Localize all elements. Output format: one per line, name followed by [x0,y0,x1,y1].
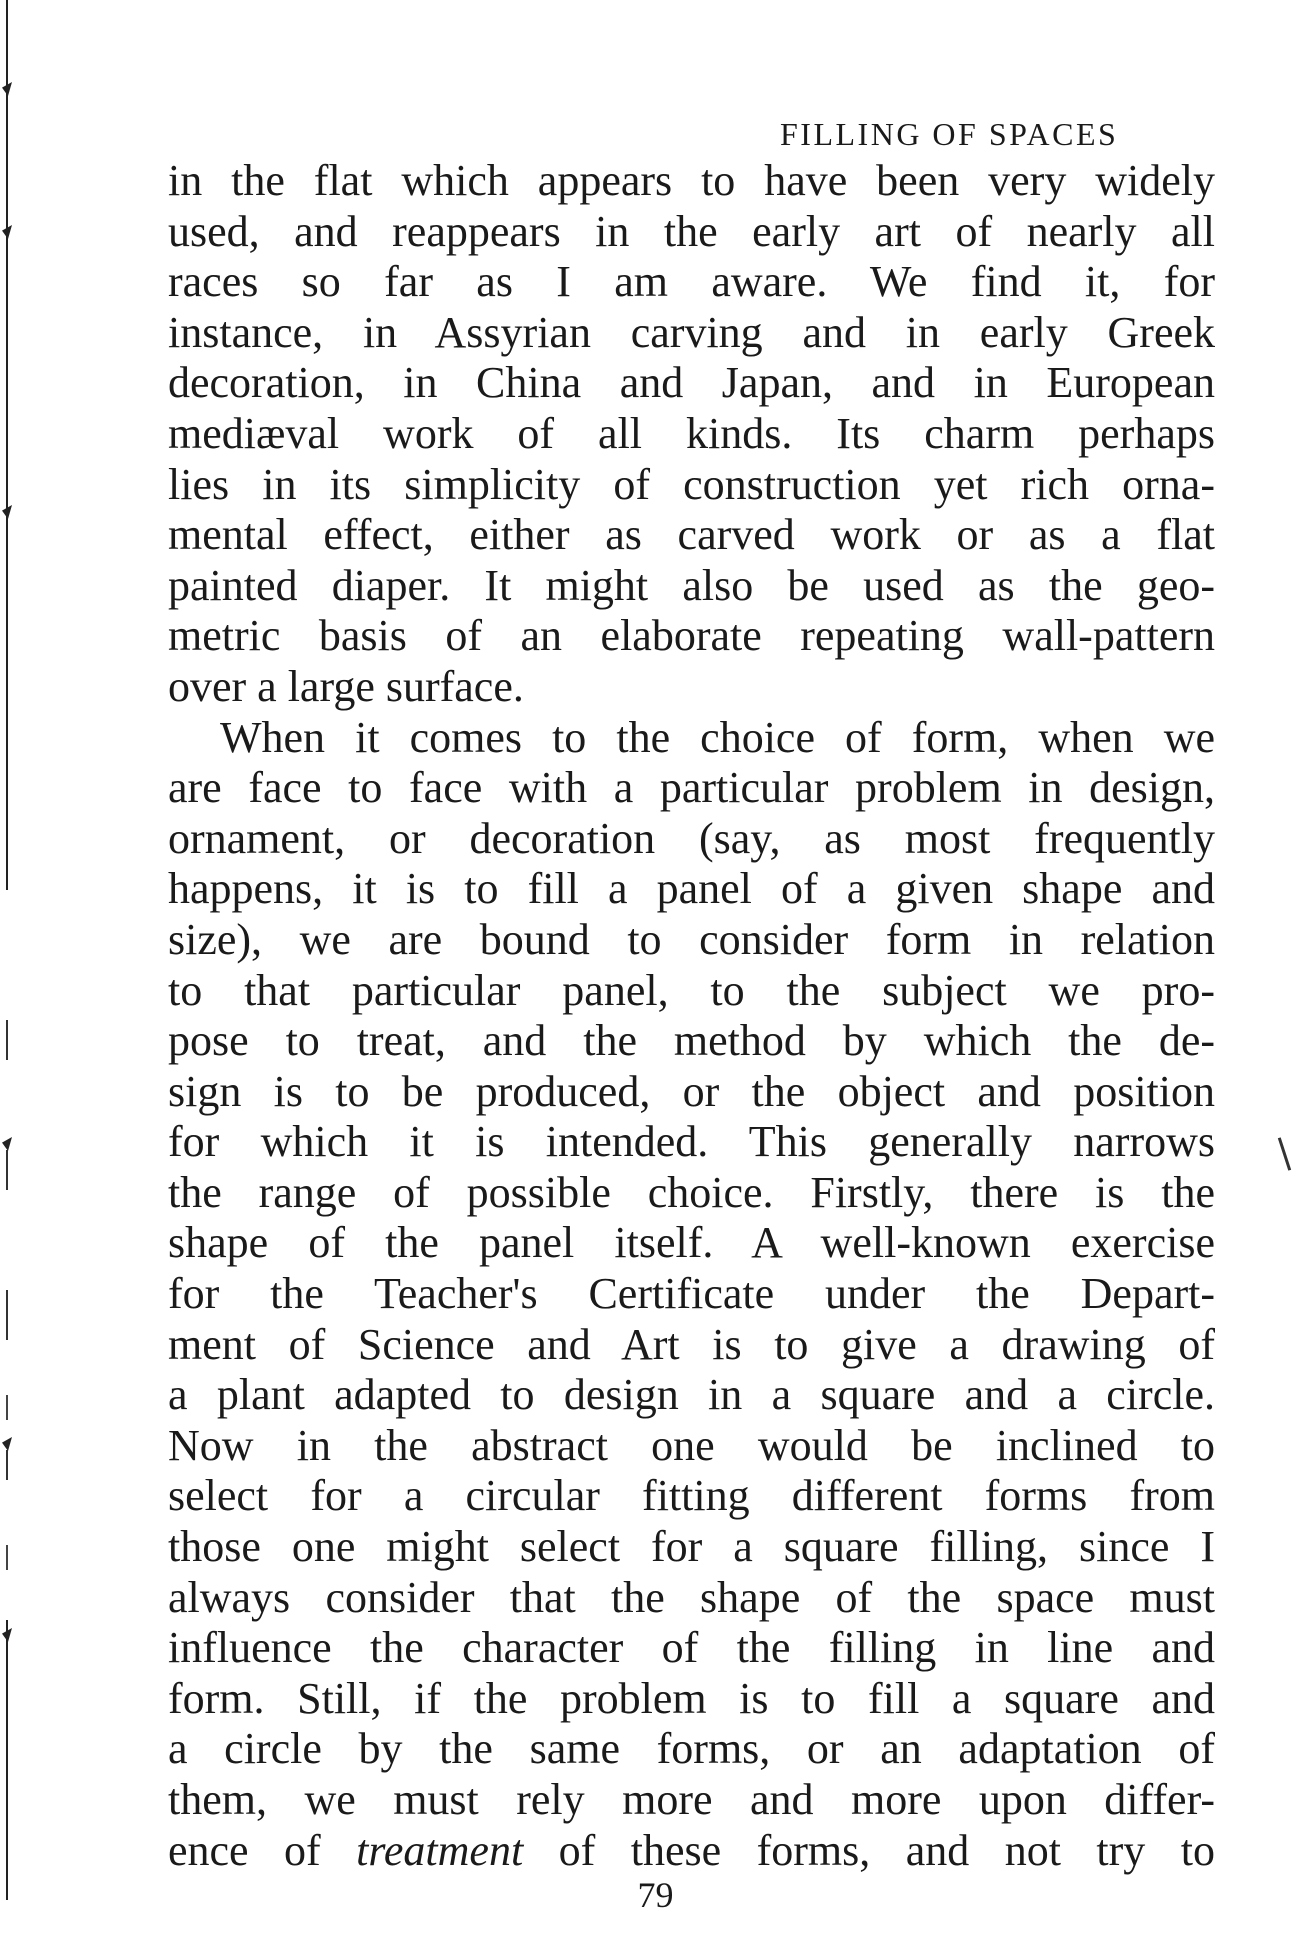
text-line: mediæval work of all kinds. Its charm perhaps [168,408,1215,458]
text-line: decoration, in China and Japan, and in European [168,358,1215,408]
text-line: for the Teacher's Certificate under the Depart- [168,1269,1215,1319]
italic-emphasis: treatment [356,1825,524,1875]
text-line-final [168,1826,1215,1877]
text-line: sign is to be produced, or the object and position [168,1066,1215,1116]
text-line: Now in the abstract one would be inclined to [168,1420,1215,1470]
text-line: When it comes to the choice of form, when we [220,712,1215,762]
text-line: the range of possible choice. Firstly, there is the [168,1167,1215,1217]
text-line: are face to face with a particular problem in design, [168,763,1215,813]
paragraph-1 [168,156,1215,713]
text-line: shape of the panel itself. A well-known exercise [168,1218,1215,1268]
text-line: size), we are bound to consider form in relation [168,914,1215,964]
text-line: painted diaper. It might also be used as the geo- [168,560,1215,610]
text-run: of these forms, and not try to [523,1825,1215,1875]
text-run: ence of [168,1825,357,1875]
text-line: ornament, or decoration (say, as most frequently [168,813,1215,863]
paragraph-2 [168,713,1215,1877]
text-line: a plant adapted to design in a square and a circle. [168,1370,1215,1420]
text-line: happens, it is to fill a panel of a given shape and [168,864,1215,914]
text-line: over a large surface. [168,661,524,711]
text-line: for which it is intended. This generally narrows [168,1117,1215,1167]
text-line: in the flat which appears to have been very widely [168,156,1215,205]
text-line: form. Still, if the problem is to fill a square and [168,1673,1215,1723]
text-line: those one might select for a square filling, since I [168,1522,1215,1572]
text-line: them, we must rely more and more upon differ- [168,1775,1215,1824]
text-line: metric basis of an elaborate repeating wall-pattern [168,611,1215,661]
running-head: FILLING OF SPACES [780,116,1119,152]
text-line: ment of Science and Art is to give a drawing of [168,1319,1215,1369]
text-line: select for a circular fitting different forms from [168,1471,1215,1521]
text-line: a circle by the same forms, or an adaptation of [168,1724,1215,1774]
binding-edge-line [6,0,8,1951]
text-line: to that particular panel, to the subject we pro- [168,965,1215,1015]
text-line: used, and reappears in the early art of nearly all [168,206,1215,256]
margin-mark [1278,1137,1291,1170]
text-line: races so far as I am aware. We find it, for [168,257,1215,307]
text-line: pose to treat, and the method by which the de- [168,1016,1215,1066]
text-line: mental effect, either as carved work or as a flat [168,510,1215,560]
page-body [168,156,1215,1876]
text-line: lies in its simplicity of construction yet rich orna- [168,459,1215,509]
text-line: always consider that the shape of the space must [168,1572,1215,1622]
text-line: influence the character of the filling in line and [168,1623,1215,1673]
page-number: 79 [637,1875,674,1915]
text-line: instance, in Assyrian carving and in early Greek [168,307,1215,357]
